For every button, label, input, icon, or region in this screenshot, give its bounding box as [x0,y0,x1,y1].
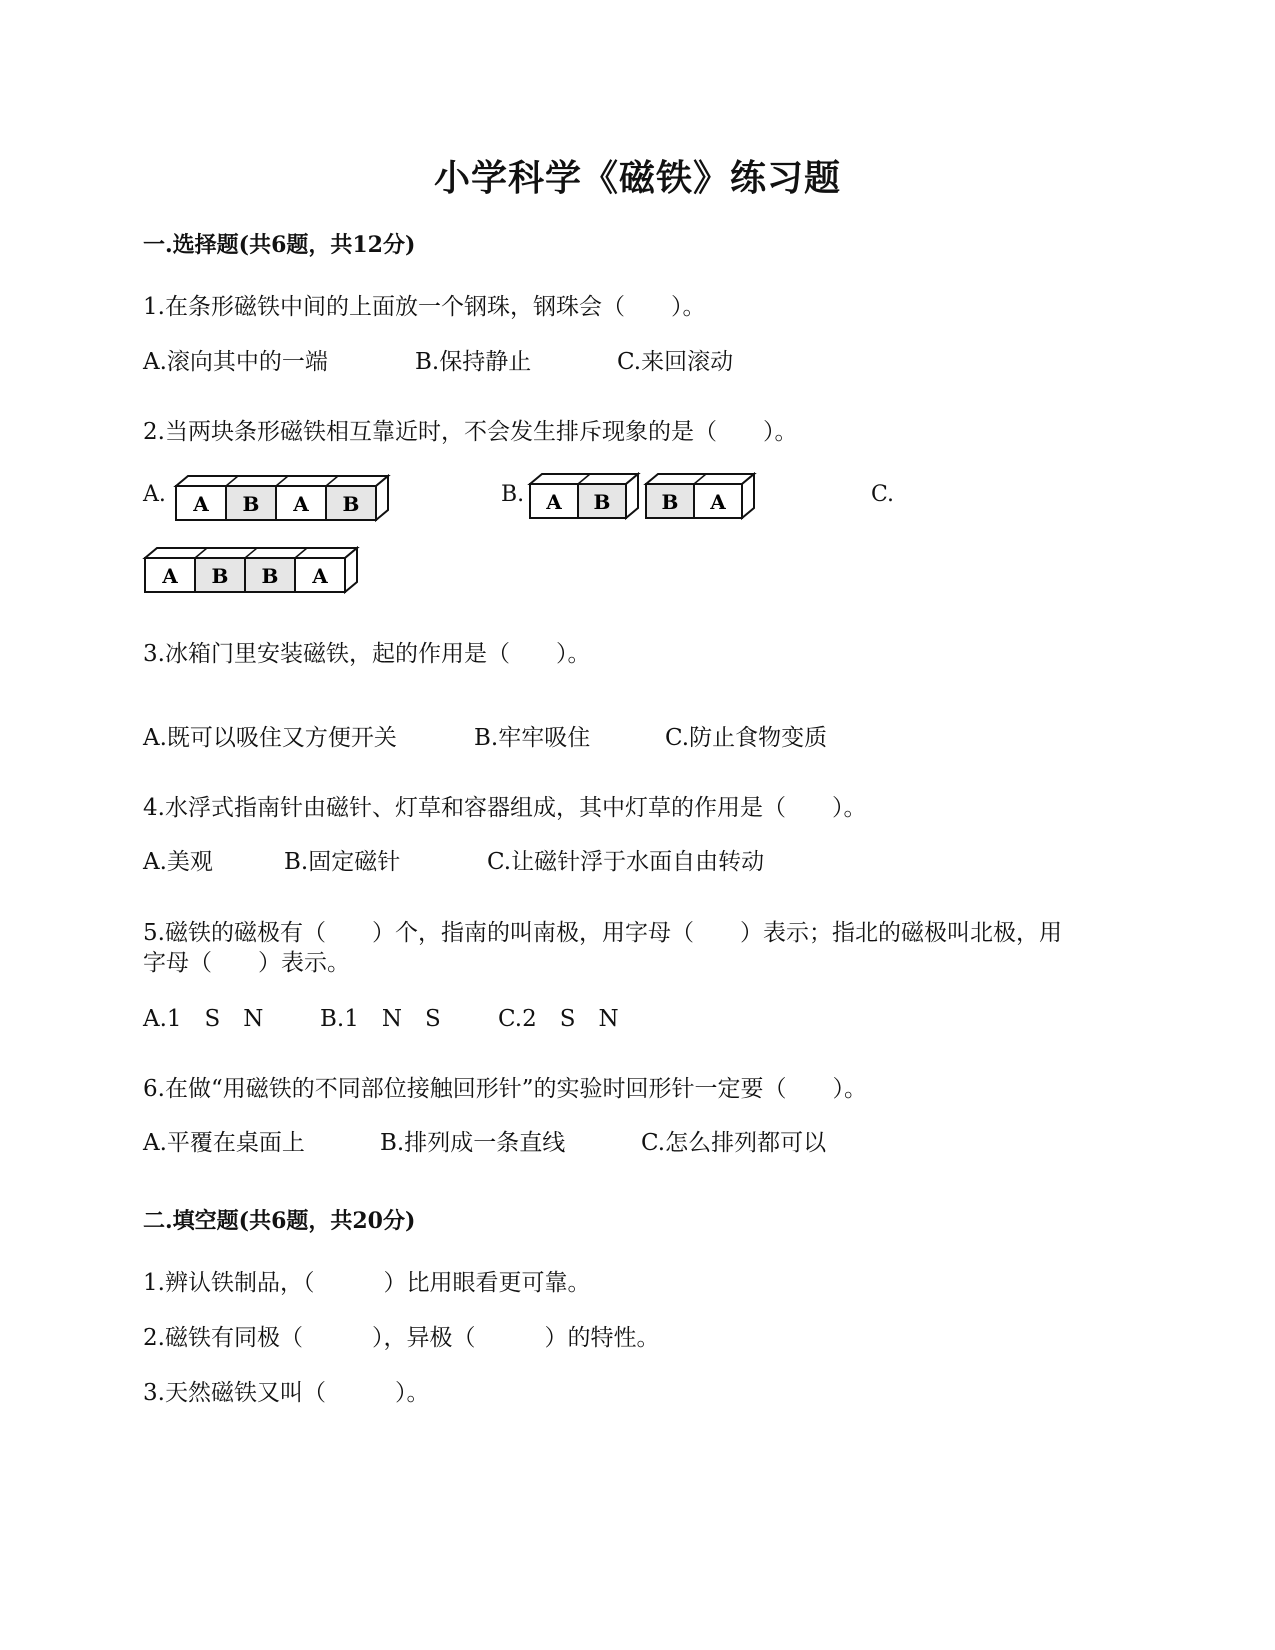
magnet-pole-label: B [242,492,260,516]
magnet-pole-label: A [193,492,209,516]
q2-option-c-magnet-figure [141,546,361,596]
page-title: 小学科学《磁铁》练习题 [433,157,841,199]
section-heading-choice: 一.选择题(共6题，共12分) [143,232,416,258]
q5-option-b: B.1 N S [320,1006,441,1032]
fill-question-1: 1.辨认铁制品，（ ）比用眼看更可靠。 [143,1270,591,1296]
question-5-line-2: 字母（ ）表示。 [143,950,350,976]
magnet-pole-label: A [710,490,726,514]
q4-option-b: B.固定磁针 [284,849,401,875]
q1-option-b: B.保持静止 [415,349,532,375]
q6-option-c: C.怎么排列都可以 [641,1130,827,1156]
fill-question-3: 3.天然磁铁又叫（ ）。 [143,1380,430,1406]
section-heading-fill-in: 二.填空题(共6题，共20分) [143,1208,416,1234]
magnet-pole-label: A [162,564,178,588]
q3-option-a: A.既可以吸住又方便开关 [143,725,397,751]
q2-option-b-magnet-figure-1 [526,472,642,522]
question-3: 3.冰箱门里安装磁铁，起的作用是（ ）。 [143,641,591,667]
q2-option-a-magnet-figure [172,474,392,524]
q5-option-c: C.2 S N [498,1006,619,1032]
magnet-pole-label: B [342,492,360,516]
q2-option-c-label: C. [871,482,895,507]
q5-option-a: A.1 S N [143,1006,264,1032]
q2-option-a-label: A. [143,482,166,507]
magnet-pole-label: B [593,490,611,514]
question-1: 1.在条形磁铁中间的上面放一个钢珠，钢珠会（ ）。 [143,294,706,320]
q2-option-b-label: B. [501,482,525,507]
magnet-pole-label: A [546,490,562,514]
question-2: 2.当两块条形磁铁相互靠近时，不会发生排斥现象的是（ ）。 [143,419,798,445]
magnet-pole-label: B [661,490,679,514]
q6-option-b: B.排列成一条直线 [380,1130,566,1156]
magnet-pole-label: B [261,564,279,588]
question-6: 6.在做“用磁铁的不同部位接触回形针”的实验时回形针一定要（ ）。 [143,1076,867,1102]
q3-option-c: C.防止食物变质 [665,725,828,751]
q1-option-a: A.滚向其中的一端 [143,349,328,375]
q2-option-b-magnet-figure-2 [642,472,758,522]
question-4: 4.水浮式指南针由磁针、灯草和容器组成，其中灯草的作用是（ ）。 [143,795,867,821]
fill-question-2: 2.磁铁有同极（ ），异极（ ）的特性。 [143,1325,660,1351]
magnet-pole-label: A [293,492,309,516]
question-5-line-1: 5.磁铁的磁极有（ ）个，指南的叫南极，用字母（ ）表示；指北的磁极叫北极，用 [143,920,1062,946]
q4-option-c: C.让磁针浮于水面自由转动 [487,849,765,875]
magnet-pole-label: A [312,564,328,588]
q1-option-c: C.来回滚动 [617,349,734,375]
magnet-pole-label: B [211,564,229,588]
q6-option-a: A.平覆在桌面上 [143,1130,305,1156]
q4-option-a: A.美观 [143,849,213,875]
q3-option-b: B.牢牢吸住 [474,725,591,751]
